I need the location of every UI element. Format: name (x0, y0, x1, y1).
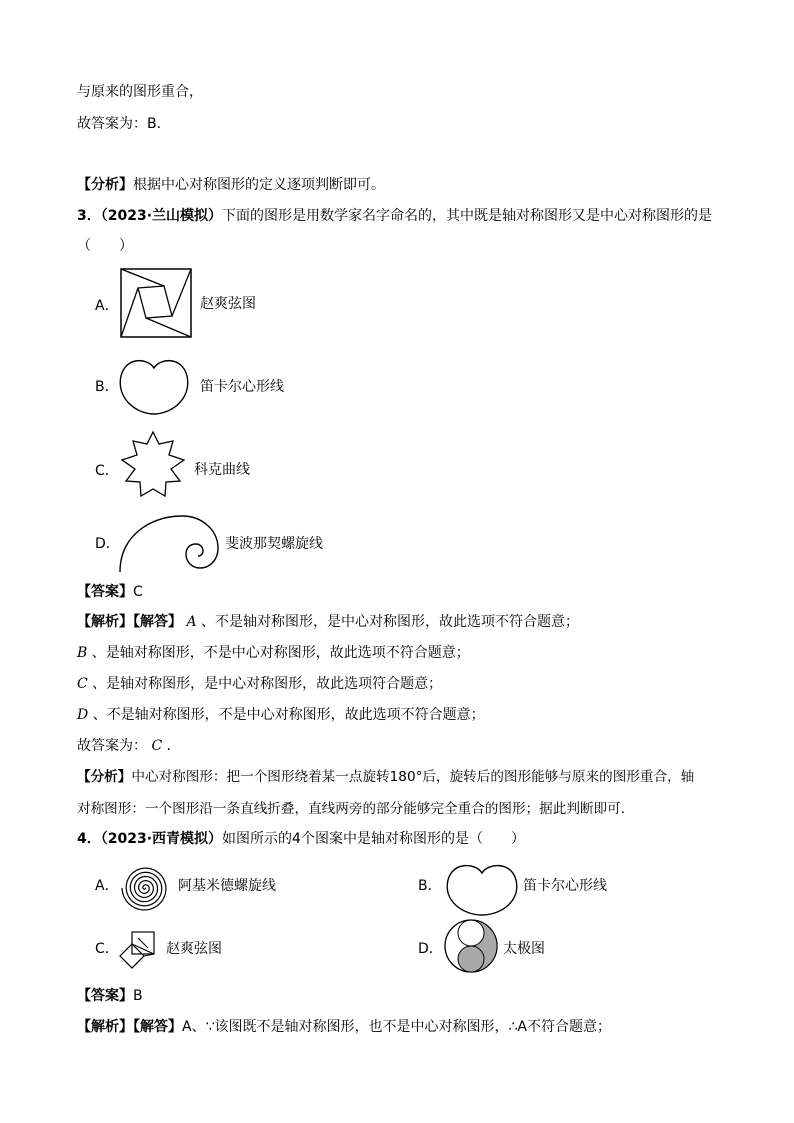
koch-snowflake-icon (118, 430, 188, 504)
option-label: 太极图 (503, 941, 545, 957)
conclusion-prefix: 故答案为： (77, 738, 147, 754)
option-letter: A． (95, 878, 119, 894)
explain-text: 、不是轴对称图形，不是中心对称图形，故此选项不符合题意； (92, 707, 485, 723)
answer-tag: 【答案】 (77, 584, 133, 600)
text-line: 与原来的图形重合， (77, 84, 203, 100)
option-label: 赵爽弦图 (200, 296, 256, 312)
fibonacci-spiral-icon (116, 512, 220, 574)
question-number: 3． (77, 208, 101, 224)
explain-line (77, 674, 442, 694)
question-text: 如图所示的4个图案中是轴对称图形的是（ ） (222, 831, 525, 847)
explain-text: A、∵该图既不是轴对称图形，也不是中心对称图形，∴A不符合题意； (182, 1019, 611, 1035)
explain-line (77, 643, 470, 663)
answer-line (77, 582, 143, 602)
answer-value: C (133, 584, 143, 600)
question-source: （2023·西青模拟） (100, 831, 223, 847)
question-source: （2023·兰山模拟） (100, 208, 223, 224)
option-label: 科克曲线 (194, 462, 250, 478)
cardioid-icon (445, 861, 519, 917)
analysis-tag: 【分析】 (77, 177, 133, 193)
option-label: 笛卡尔心形线 (523, 878, 607, 894)
analysis-tag: 【分析】 (77, 769, 132, 785)
archimedean-spiral-icon (120, 863, 170, 913)
option-letter: B． (95, 379, 119, 395)
explain-line (77, 612, 579, 632)
answer-line (77, 986, 143, 1006)
conclusion-suffix: ． (166, 738, 181, 754)
explain-text: 、是轴对称图形，是中心对称图形，故此选项符合题意； (92, 676, 443, 692)
zhao-shuang-diagram-icon (120, 268, 192, 338)
explain-letter: A (186, 614, 197, 630)
question-3-stem (77, 206, 712, 226)
explain-letter: C (77, 676, 88, 692)
explain-text: 、不是轴对称图形，是中心对称图形，故此选项不符合题意； (201, 614, 580, 630)
question-text: 下面的图形是用数学家名字命名的，其中既是轴对称图形又是中心对称图形的是 (222, 208, 713, 224)
option-letter: D． (418, 941, 443, 957)
conclusion-line (77, 736, 181, 756)
question-paren: （ ） (77, 238, 133, 254)
conclusion-letter: C (151, 738, 163, 754)
explain-tag: 【解析】【解答】 (77, 614, 182, 630)
option-letter: B． (418, 878, 442, 894)
option-letter: D． (95, 536, 120, 552)
option-label: 笛卡尔心形线 (200, 379, 284, 395)
analysis-line (77, 175, 385, 195)
analysis-text: 中心对称图形：把一个图形绕着某一点旋转180°后，旋转后的图形能够与原来的图形重合，轴 (131, 769, 695, 785)
explain-line (77, 705, 485, 725)
explain-tag: 【解析】【解答】 (77, 1019, 182, 1035)
analysis-text: 根据中心对称图形的定义逐项判断即可。 (133, 177, 385, 193)
option-label: 阿基米德螺旋线 (178, 878, 276, 894)
explain-letter: D (77, 707, 89, 723)
analysis-line (77, 767, 694, 787)
option-label: 斐波那契螺旋线 (225, 536, 323, 552)
explain-letter: B (77, 645, 88, 661)
question-4-stem (77, 829, 525, 849)
cardioid-icon (118, 356, 190, 416)
explain-line (77, 1017, 611, 1037)
option-label: 赵爽弦图 (166, 941, 222, 957)
text-line: 故答案为：B． (77, 116, 171, 132)
taiji-icon (443, 918, 499, 974)
analysis-line: 对称图形：一个图形沿一条直线折叠，直线两旁的部分能够完全重合的图形；据此判断即可. (77, 801, 626, 817)
question-number: 4． (77, 831, 101, 847)
explain-text: 、是轴对称图形，不是中心对称图形，故此选项不符合题意； (91, 645, 470, 661)
zhao-shuang-diagram-icon (118, 930, 162, 970)
option-letter: C． (95, 463, 119, 479)
option-letter: C． (95, 941, 119, 957)
option-letter: A． (95, 298, 119, 314)
answer-tag: 【答案】 (77, 988, 133, 1004)
answer-value: B (133, 988, 143, 1004)
